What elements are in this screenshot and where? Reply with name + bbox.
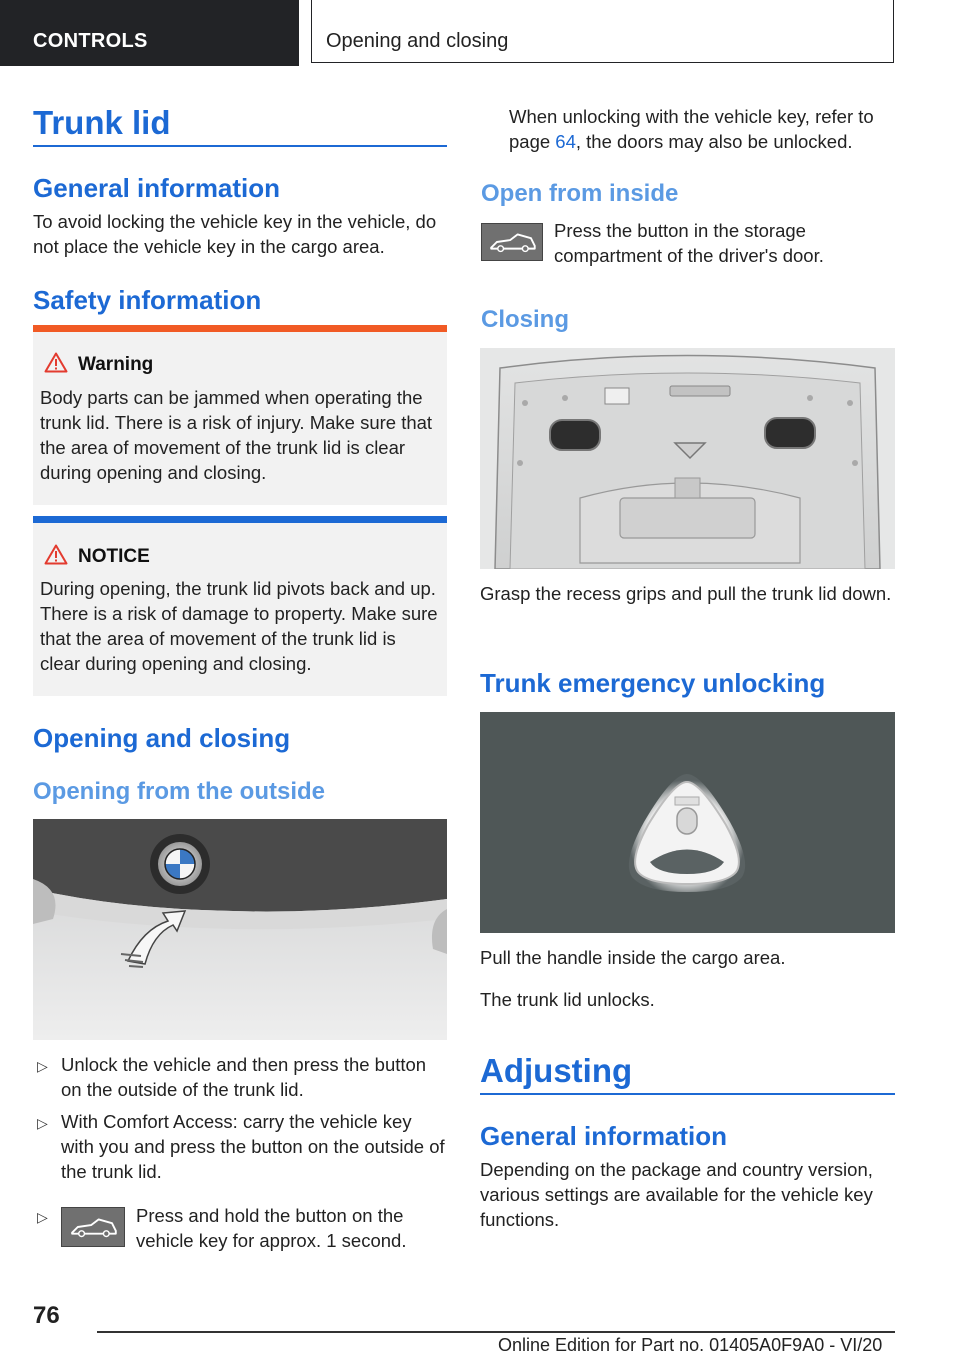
- general-info-heading: General information: [33, 173, 281, 203]
- title-rule: [33, 145, 447, 147]
- page-link[interactable]: 64: [555, 131, 576, 152]
- page-title: Trunk lid: [33, 104, 171, 141]
- notice-bar: [33, 516, 447, 523]
- opening-closing-heading: Opening and closing: [33, 723, 291, 753]
- page-number: 76: [33, 1302, 60, 1329]
- bullet-text-2: With Comfort Access: carry the vehicle key with you and press the button on the outside of the trunk lid.: [61, 1111, 445, 1182]
- bullet-arrow-icon: ▷: [37, 1058, 48, 1074]
- header-chapter-label: Opening and closing: [326, 30, 509, 52]
- unlock-note-after: , the doors may also be unlocked.: [575, 131, 853, 152]
- emergency-text-2: The trunk lid unlocks.: [480, 989, 655, 1010]
- warning-box: [33, 325, 447, 505]
- emergency-unlocking-heading: Trunk emergency unlocking: [480, 668, 826, 698]
- bullet-text-1: Unlock the vehicle and then press the button on the outside of the trunk lid.: [61, 1054, 427, 1100]
- bullet-text-3: Press and hold the button on the vehicle key for approx. 1 second.: [136, 1205, 407, 1251]
- unlock-note-text: [509, 104, 895, 154]
- warning-triangle-icon: [44, 352, 68, 373]
- adjusting-title: Adjusting: [480, 1052, 633, 1089]
- open-inside-heading: Open from inside: [481, 180, 679, 207]
- adjusting-rule: [480, 1093, 895, 1095]
- notice-box: [33, 516, 447, 696]
- trunk-outside-image: [33, 819, 447, 1040]
- header-section-label: CONTROLS: [33, 30, 148, 52]
- warning-text: Body parts can be jammed when operating the trunk lid. There is a risk of injury. Make sure that the area of movement of the trunk lid is clear during opening and closing.: [40, 387, 433, 483]
- trunk-interior-image: [480, 348, 895, 569]
- emergency-text-1: Pull the handle inside the cargo area.: [480, 947, 786, 968]
- footer-rule: [97, 1331, 895, 1333]
- adjusting-general-text: Depending on the package and country version, various settings are available for the vehicle key functions.: [480, 1159, 873, 1230]
- footer-edition: Online Edition for Part no. 01405A0F9A0 - VI/20: [498, 1335, 883, 1355]
- emergency-handle-image: [480, 712, 895, 933]
- bullet-arrow-icon: ▷: [37, 1115, 48, 1131]
- unlock-note-before: When unlocking with the vehicle key, refer to page: [509, 106, 874, 152]
- adjusting-general-heading: General information: [480, 1121, 728, 1151]
- notice-label: NOTICE: [78, 546, 150, 567]
- closing-heading: Closing: [481, 306, 569, 333]
- opening-outside-heading: Opening from the outside: [33, 778, 325, 805]
- header-chapter-tab: [311, 0, 894, 63]
- warning-triangle-icon: [44, 544, 68, 565]
- notice-text: During opening, the trunk lid pivots back and up. There is a risk of damage to property. Make sure that the area of movement of the trunk lid is clear during opening and closing.: [40, 578, 438, 674]
- safety-info-heading: Safety information: [33, 285, 262, 315]
- trunk-button-icon: [61, 1207, 125, 1247]
- warning-bar: [33, 325, 447, 332]
- general-info-text: To avoid locking the vehicle key in the vehicle, do not place the vehicle key in the cargo area.: [33, 211, 437, 257]
- trunk-button-icon: [481, 223, 543, 261]
- warning-label: Warning: [78, 354, 154, 375]
- header-section-tab: [0, 0, 299, 66]
- closing-text: Grasp the recess grips and pull the trunk lid down.: [480, 583, 892, 604]
- bullet-arrow-icon: ▷: [37, 1209, 48, 1225]
- open-inside-text: Press the button in the storage compartment of the driver's door.: [554, 220, 824, 266]
